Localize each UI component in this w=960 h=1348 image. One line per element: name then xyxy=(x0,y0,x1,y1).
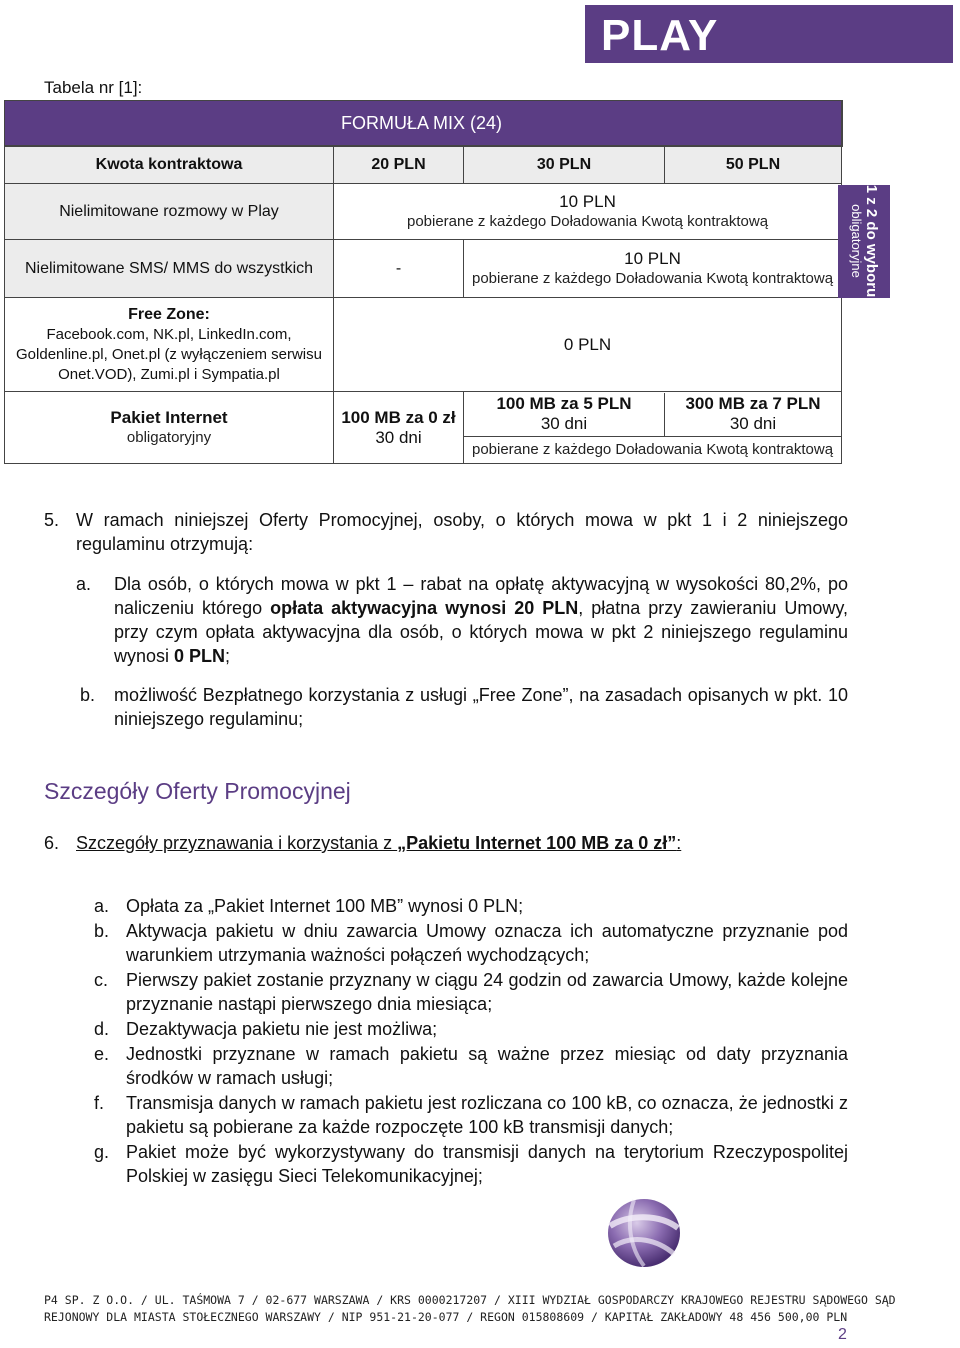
table-title-row xyxy=(5,101,842,146)
table-caption: Tabela nr [1]: xyxy=(44,78,143,97)
row-label: Nielimitowane rozmowy w Play xyxy=(5,184,334,240)
section-6-title: Szczegóły przyznawania i korzystania z „Pakietu Internet 100 MB za 0 zł”: xyxy=(76,833,682,853)
header-cell: Kwota kontraktowa xyxy=(5,146,334,184)
item-letter: b. xyxy=(94,921,110,941)
item-letter: g. xyxy=(94,1142,110,1162)
item-letter: e. xyxy=(94,1044,110,1064)
section-5-intro: W ramach niniejszej Oferty Promocyjnej, osoby, o których mowa w pkt 1 i 2 niniejszego regulaminu otrzymują: xyxy=(76,510,848,554)
section-6-list xyxy=(94,894,848,1189)
section-5-item-b: możliwość Bezpłatnego korzystania z usługi „Free Zone”, na zasadach opisanych w pkt. 10 niniejszego regulaminu; xyxy=(114,685,848,729)
row-value: 10 PLN pobierane z każdego Doładowania Kwotą kontraktową xyxy=(464,240,842,298)
play-logo: PLAY xyxy=(585,5,953,63)
row-value: 0 PLN xyxy=(334,298,842,392)
item-letter: f. xyxy=(94,1093,105,1113)
row-label: Free Zone: Facebook.com, NK.pl, LinkedIn.com, Goldenline.pl, Onet.pl (z wyłączeniem serwisu Onet.VOD), Zumi.pl i Sympatia.pl xyxy=(5,298,334,392)
list-item xyxy=(94,1091,848,1139)
list-item xyxy=(94,968,848,1016)
header-cell: 20 PLN xyxy=(334,146,464,184)
item-text: Jednostki przyznane w ramach pakietu są ważne przez miesiąc od daty przyznania środków w ramach usługi; xyxy=(126,1044,848,1088)
row-value: 100 MB za 0 zł 30 dni xyxy=(334,392,464,464)
table-header-row xyxy=(5,146,842,184)
item-text: Transmisja danych w ramach pakietu jest rozliczana co 100 kB, co oznacza, że jednostki z pakietu są pobierane za każde rozpoczęte 100 kB transmisji danych; xyxy=(126,1093,848,1137)
table-row xyxy=(5,298,842,392)
list-item xyxy=(94,1017,848,1041)
item-letter: a. xyxy=(94,896,110,916)
row-value: - xyxy=(334,240,464,298)
table-title: FORMUŁA MIX (24) xyxy=(341,113,503,133)
header-cell: 30 PLN xyxy=(464,146,665,184)
section-6-number: 6. xyxy=(44,833,60,853)
table-row xyxy=(5,240,842,298)
item-letter: b. xyxy=(80,685,96,705)
item-letter: a. xyxy=(76,574,92,594)
section-5-item-a: Dla osób, o których mowa w pkt 1 – rabat na opłatę aktywacyjną w wysokości 80,2%, po naliczeniu którego opłata aktywacyjna wynosi 20 PLN, płatna przy zawieraniu Umowy, przy czym opłata aktywacyjna dla osób, o których mowa w pkt 2 niniejszego regulaminu wynosi 0 PLN; xyxy=(114,574,849,666)
page-number: 2 xyxy=(838,1326,847,1343)
row-label: Nielimitowane SMS/ MMS do wszystkich xyxy=(5,240,334,298)
item-text: Aktywacja pakietu w dniu zawarcia Umowy oznacza ich automatyczne przyznanie pod warunkiem utrzymania ważności połączeń wychodzących; xyxy=(126,921,848,965)
list-item xyxy=(94,1042,848,1090)
row-value: 10 PLN pobierane z każdego Doładowania Kwotą kontraktową xyxy=(334,184,842,240)
list-item xyxy=(94,894,848,918)
table-row xyxy=(5,184,842,240)
list-item xyxy=(94,1140,848,1188)
table-row xyxy=(5,392,842,464)
side-label: 1 z 2 do wyboru obligatoryjne xyxy=(838,185,890,298)
list-item xyxy=(94,919,848,967)
row-label: Pakiet Internet obligatoryjny xyxy=(5,392,334,464)
offer-table xyxy=(4,100,842,464)
item-text: Pakiet może być wykorzystywany do transmisji danych na terytorium Rzeczypospolitej Polskiej w zasięgu Sieci Telekomunikacyjnej; xyxy=(126,1142,848,1186)
item-text: Opłata za „Pakiet Internet 100 MB” wynosi 0 PLN; xyxy=(126,896,524,916)
item-text: Pierwszy pakiet zostanie przyznany w ciągu 24 godzin od zawarcia Umowy, każde kolejne przyznanie nastąpi pierwszego dnia miesiąca; xyxy=(126,970,848,1014)
section-heading: Szczegóły Oferty Promocyjnej xyxy=(44,778,351,804)
item-letter: d. xyxy=(94,1019,110,1039)
company-footer: P4 SP. Z O.O. / UL. TAŚMOWA 7 / 02-677 WARSZAWA / KRS 0000217207 / XIII WYDZIAŁ GOSPODARCZY KRAJOWEGO REJESTRU SĄDOWEGO SĄD REJONOWY DLA MIASTA STOŁECZNEGO WARSZAWY / NIP 951-21-20-077 / REGON 015808609 / KAPITAŁ ZAKŁADOWY 48 456 500,00 PLN xyxy=(44,1293,896,1324)
section-5-number: 5. xyxy=(44,510,60,530)
play-ball-logo xyxy=(604,1196,684,1270)
row-value: 100 MB za 5 PLN 30 dni 300 MB za 7 PLN 30 dni pobierane z każdego Doładowania Kwotą kontraktową xyxy=(464,392,842,464)
item-text: Dezaktywacja pakietu nie jest możliwa; xyxy=(126,1019,438,1039)
item-letter: c. xyxy=(94,970,109,990)
header-cell: 50 PLN xyxy=(665,146,842,184)
